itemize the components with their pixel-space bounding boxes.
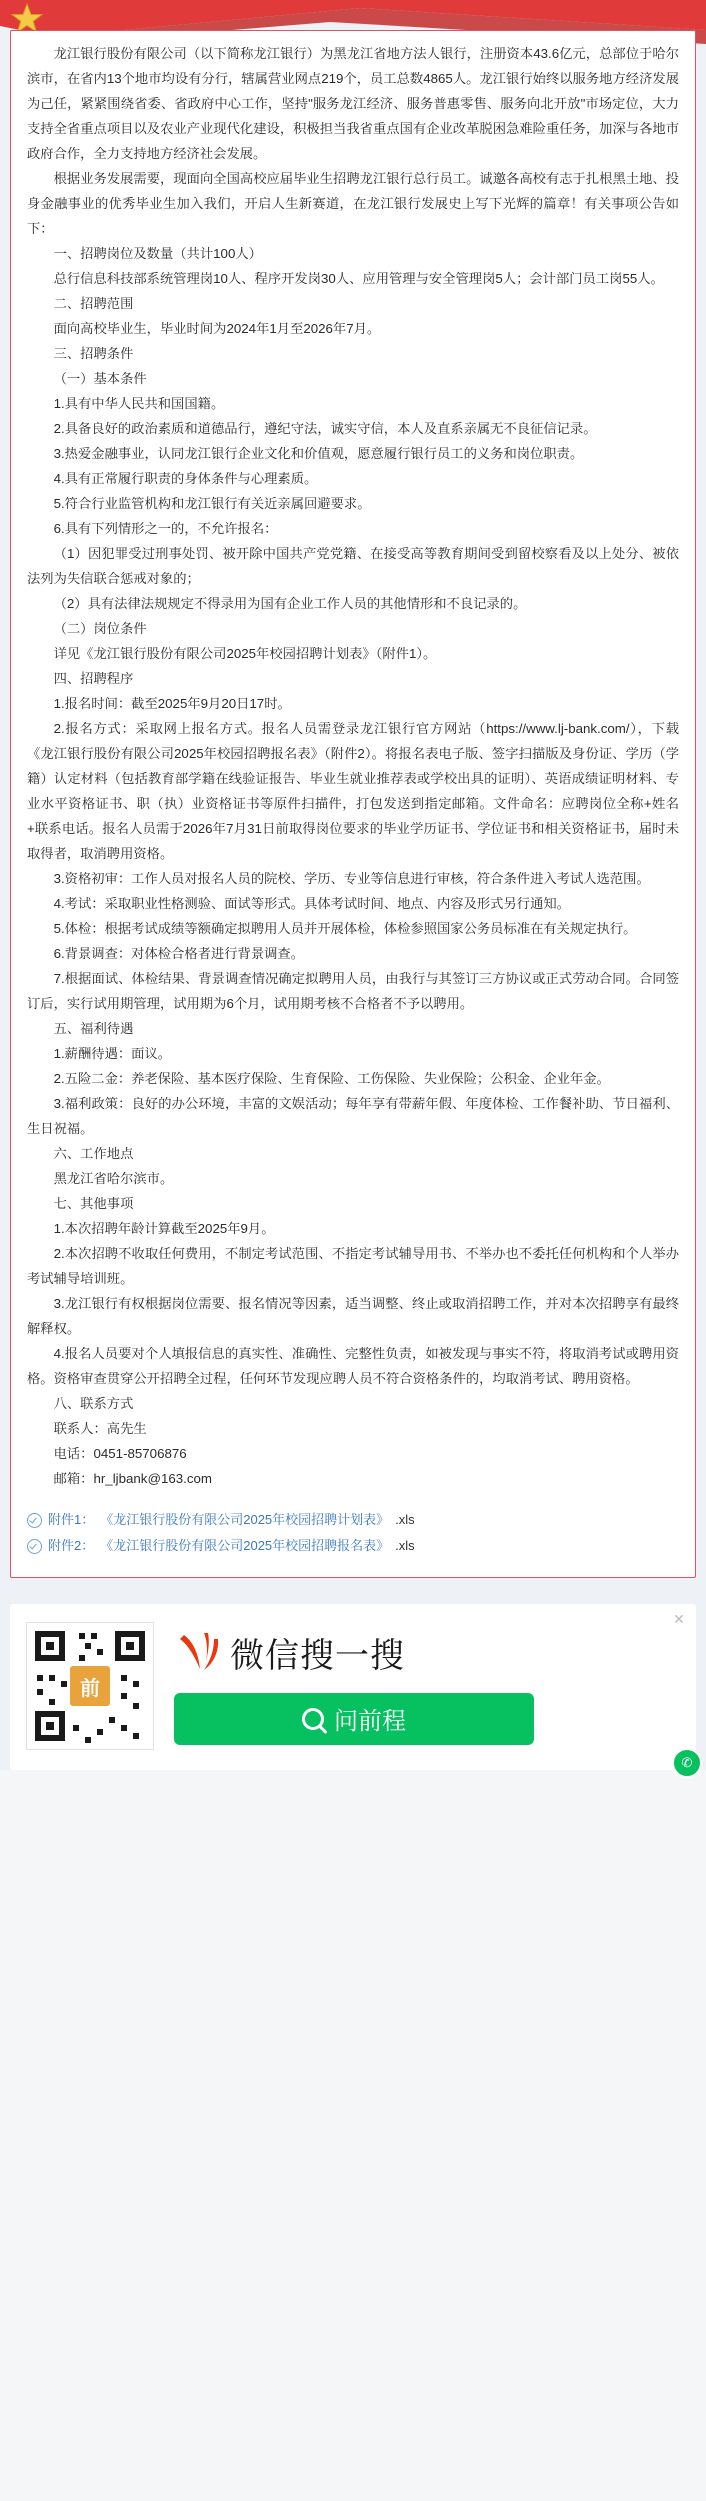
wechat-title-row	[174, 1628, 680, 1677]
paragraph: 1.具有中华人民共和国国籍。	[53, 396, 225, 411]
search-icon	[302, 1708, 324, 1730]
paragraph: 3.福利政策：良好的办公环境，丰富的文娱活动；每年享有带薪年假、年度体检、工作餐补助、节日福利、生日祝福。	[27, 1096, 679, 1136]
promo-content	[174, 1628, 680, 1745]
paragraph: 2.本次招聘不收取任何费用，不制定考试范围、不指定考试辅导用书、不举办也不委托任何机构和个人举办考试辅导培训班。	[27, 1246, 679, 1286]
attachment-name[interactable]: 《龙江银行股份有限公司2025年校园招聘计划表》	[100, 1512, 390, 1527]
qr-center-logo: 前	[67, 1663, 113, 1709]
announcement-body	[27, 41, 679, 1491]
qr-code-image[interactable]	[26, 1622, 154, 1750]
paragraph: 龙江银行股份有限公司（以下简称龙江银行）为黑龙江省地方法人银行，注册资本43.6亿元，总部位于哈尔滨市，在省内13个地市均设有分行，辖属营业网点219个，员工总数4865人。龙江银行始终以服务地方经济发展为己任，紧紧围绕省委、省政府中心工作，坚持"服务龙江经济、服务普惠零售、服务向北开放"市场定位，大力支持全省重点项目以及农业产业现代化建设，积极担当我省重点国有企业改革脱困急难险重任务，加深与各地市政府合作，全力支持地方经济社会发展。	[27, 46, 679, 161]
paragraph: （2）具有法律法规规定不得录用为国有企业工作人员的其他情形和不良记录的。	[53, 596, 527, 611]
attachment-prefix: 附件1：	[48, 1512, 95, 1527]
paragraph: 七、其他事项	[53, 1196, 134, 1211]
paragraph: 1.本次招聘年龄计算截至2025年9月。	[53, 1221, 275, 1236]
announcement-card	[10, 30, 696, 1578]
paragraph: 八、联系方式	[53, 1396, 134, 1411]
paragraph: 总行信息科技部系统管理岗10人、程序开发岗30人、应用管理与安全管理岗5人；会计部门员工岗55人。	[53, 271, 664, 286]
paragraph: （一）基本条件	[53, 371, 147, 386]
paragraph: 三、招聘条件	[53, 346, 134, 361]
paragraph: 6.具有下列情形之一的，不允许报名：	[53, 521, 278, 536]
paragraph: 4.考试：采取职业性格测验、面试等形式。具体考试时间、地点、内容及形式另行通知。	[53, 896, 570, 911]
attachment-list	[27, 1507, 679, 1559]
search-button-label: 问前程	[334, 1708, 406, 1735]
attachment-extension: .xls	[395, 1512, 415, 1527]
download-icon	[27, 1539, 42, 1554]
paragraph: 联系人：高先生	[53, 1421, 147, 1436]
paragraph: 2.五险二金：养老保险、基本医疗保险、生育保险、工伤保险、失业保险；公积金、企业年金。	[53, 1071, 610, 1086]
paragraph: 7.根据面试、体检结果、背景调查情况确定拟聘用人员，由我行与其签订三方协议或正式劳动合同。合同签订后，实行试用期管理，试用期为6个月，试用期考核不合格者不予以聘用。	[27, 971, 679, 1011]
promo-title: 微信搜一搜	[230, 1636, 405, 1675]
paragraph: 5.体检：根据考试成绩等额确定拟聘用人员并开展体检，体检参照国家公务员标准在有关规定执行。	[53, 921, 637, 936]
paragraph: 详见《龙江银行股份有限公司2025年校园招聘计划表》（附件1）。	[53, 646, 437, 661]
paragraph: 黑龙江省哈尔滨市。	[53, 1171, 174, 1186]
wechat-badge-icon: ✆	[672, 1748, 702, 1778]
paragraph: （二）岗位条件	[53, 621, 147, 636]
paragraph: 5.符合行业监管机构和龙江银行有关近亲属回避要求。	[53, 496, 371, 511]
attachment-prefix: 附件2：	[48, 1538, 95, 1553]
search-button[interactable]	[174, 1693, 534, 1745]
paragraph: 4.报名人员要对个人填报信息的真实性、准确性、完整性负责，如被发现与事实不符，将取消考试或聘用资格。资格审查贯穿公开招聘全过程，任何环节发现应聘人员不符合资格条件的，均取消考试、聘用资格。	[27, 1346, 679, 1386]
paragraph: 邮箱：hr_ljbank@163.com	[53, 1471, 212, 1486]
paragraph: 四、招聘程序	[53, 671, 134, 686]
download-icon	[27, 1513, 42, 1528]
paragraph: （1）因犯罪受过刑事处罚、被开除中国共产党党籍、在接受高等教育期间受到留校察看及以上处分、被依法列为失信联合惩戒对象的；	[27, 546, 679, 586]
paragraph: 2.报名方式：采取网上报名方式。报名人员需登录龙江银行官方网站（https://www.lj-bank.com/），下载《龙江银行股份有限公司2025年校园招聘报名表》（附件2）。将报名表电子版、签字扫描版及身份证、学历（学籍）认定材料（包括教育部学籍在线验证报告、毕业生就业推荐表或学校出具的证明）、英语成绩证明材料、专业水平资格证书、职（执）业资格证书等原件扫描件，打包发送到指定邮箱。文件命名：应聘岗位全称+姓名+联系电话。报名人员需于2026年7月31日前取得岗位要求的毕业学历证书、学位证书和相关资格证书，届时未取得者，取消聘用资格。	[27, 721, 679, 861]
paragraph: 六、工作地点	[53, 1146, 134, 1161]
attachment-link[interactable]	[27, 1507, 679, 1533]
wechat-promo-card	[10, 1604, 696, 1770]
attachment-name[interactable]: 《龙江银行股份有限公司2025年校园招聘报名表》	[100, 1538, 390, 1553]
paragraph: 3.龙江银行有权根据岗位需要、报名情况等因素，适当调整、终止或取消招聘工作，并对本次招聘享有最终解释权。	[27, 1296, 679, 1336]
paragraph: 面向高校毕业生，毕业时间为2024年1月至2026年7月。	[53, 321, 381, 336]
paragraph: 五、福利待遇	[53, 1021, 134, 1036]
wechat-search-logo	[174, 1629, 220, 1675]
paragraph: 2.具备良好的政治素质和道德品行，遵纪守法，诚实守信，本人及直系亲属无不良征信记录。	[53, 421, 597, 436]
paragraph: 6.背景调查：对体检合格者进行背景调查。	[53, 946, 305, 961]
paragraph: 4.具有正常履行职责的身体条件与心理素质。	[53, 471, 318, 486]
attachment-link[interactable]	[27, 1533, 679, 1559]
attachment-extension: .xls	[395, 1538, 415, 1553]
paragraph: 电话：0451-85706876	[53, 1446, 187, 1461]
paragraph: 1.报名时间：截至2025年9月20日17时。	[53, 696, 291, 711]
paragraph: 3.热爱金融事业，认同龙江银行企业文化和价值观，愿意履行银行员工的义务和岗位职责。	[53, 446, 584, 461]
paragraph: 根据业务发展需要，现面向全国高校应届毕业生招聘龙江银行总行员工。诚邀各高校有志于扎根黑土地、投身金融事业的优秀毕业生加入我们，开启人生新赛道，在龙江银行发展史上写下光辉的篇章！有关事项公告如下：	[27, 171, 679, 236]
paragraph: 二、招聘范围	[53, 296, 134, 311]
close-icon[interactable]: ✕	[673, 1611, 685, 1627]
paragraph: 3.资格初审：工作人员对报名人员的院校、学历、专业等信息进行审核，符合条件进入考试人选范围。	[53, 871, 650, 886]
paragraph: 1.薪酬待遇：面议。	[53, 1046, 172, 1061]
paragraph: 一、招聘岗位及数量（共计100人）	[53, 246, 262, 261]
